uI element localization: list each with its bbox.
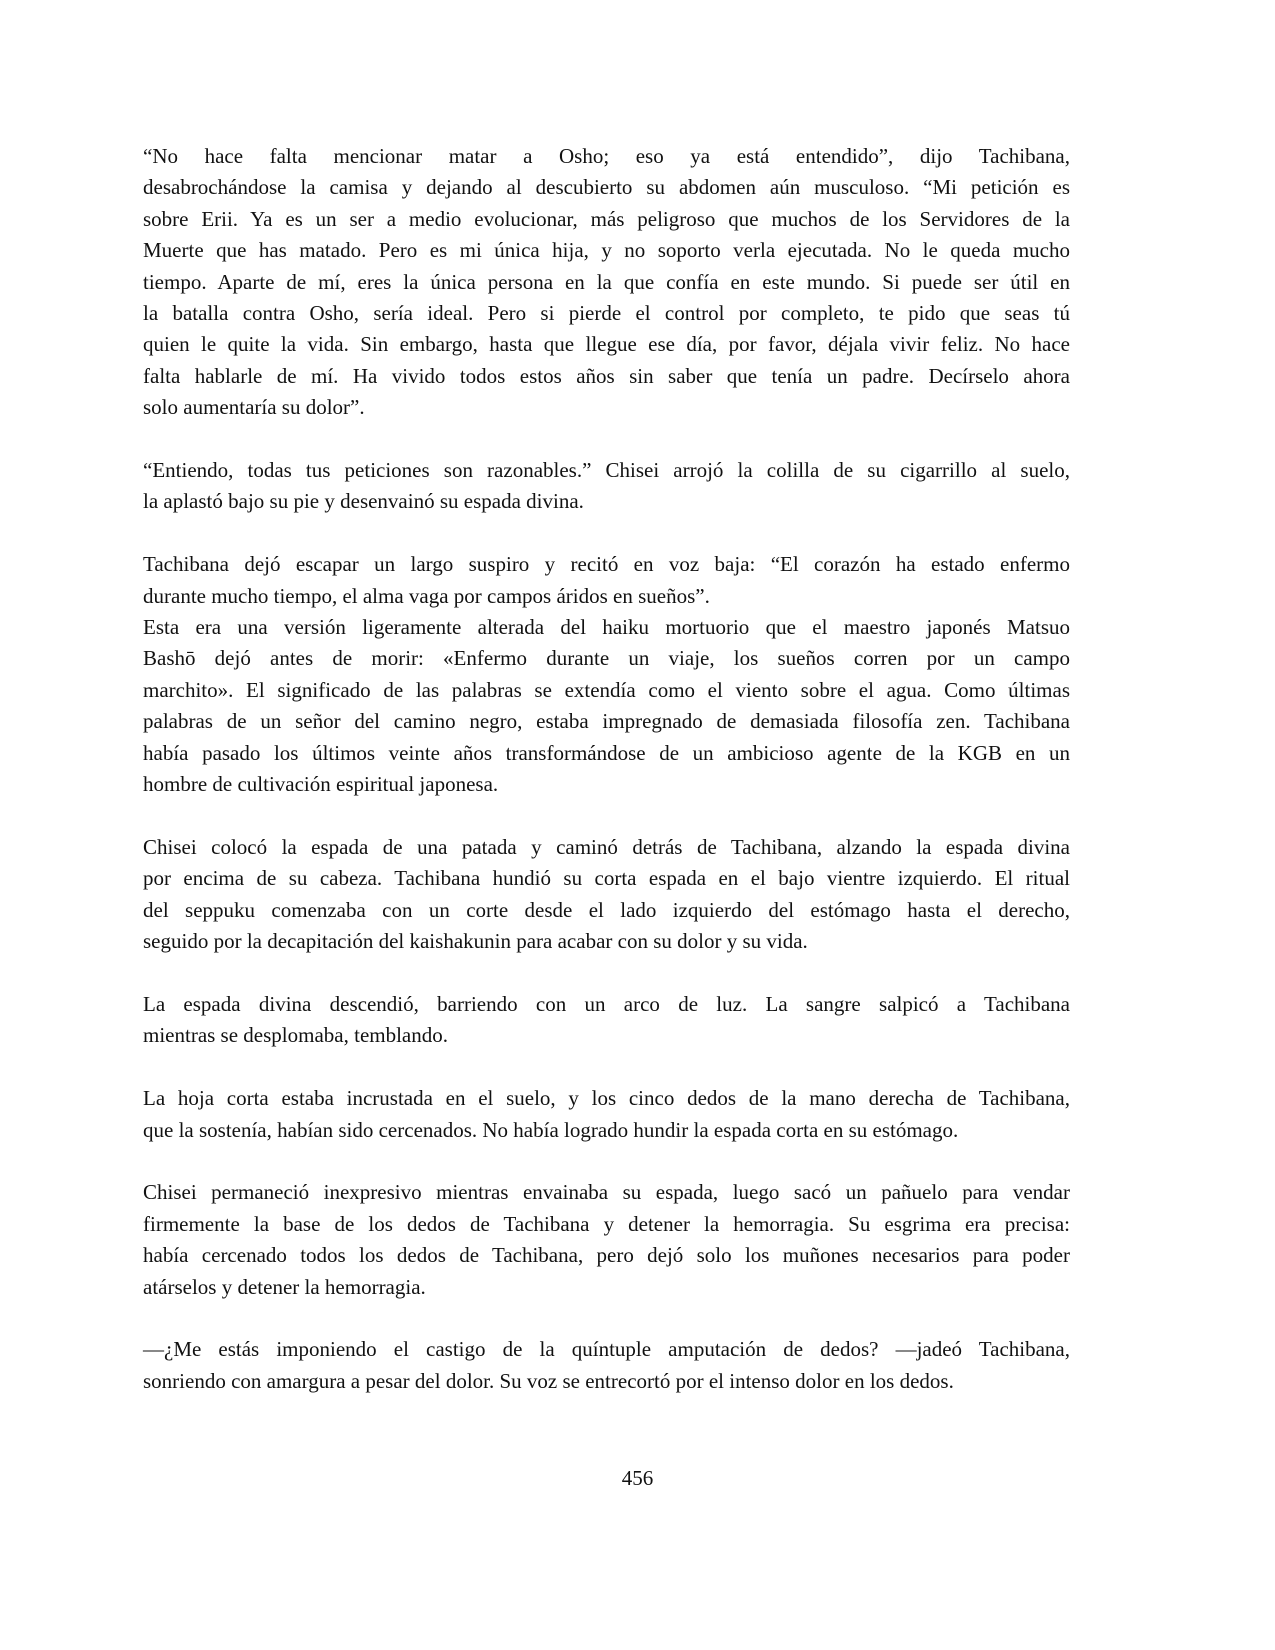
text-line: Chisei permaneció inexpresivo mientras envainaba su espada, luego sacó un pañuelo para vendar [143, 1180, 1070, 1205]
text-line: quien le quite la vida. Sin embargo, hasta que llegue ese día, por favor, déjala vivir feliz. No hace [143, 332, 1070, 357]
text-line: había cercenado todos los dedos de Tachibana, pero dejó solo los muñones necesarios para poder [143, 1243, 1070, 1268]
text-line: La hoja corta estaba incrustada en el suelo, y los cinco dedos de la mano derecha de Tachibana, [143, 1086, 1070, 1111]
text-line: la batalla contra Osho, sería ideal. Pero si pierde el control por completo, te pido que seas tú [143, 301, 1070, 326]
text-line: que la sostenía, habían sido cercenados. No había logrado hundir la espada corta en su estómago. [143, 1117, 959, 1142]
paragraph [143, 989, 1070, 1052]
page-number: 456 [621, 1466, 654, 1490]
text-line: solo aumentaría su dolor”. [143, 395, 365, 420]
paragraph [143, 455, 1070, 518]
paragraph [143, 612, 1070, 800]
text-line: había pasado los últimos veinte años transformándose de un ambicioso agente de la KGB en un [143, 740, 1070, 765]
text-line: —¿Me estás imponiendo el castigo de la quíntuple amputación de dedos? —jadeó Tachibana, [143, 1337, 1070, 1362]
paragraph [143, 832, 1070, 958]
text-line: Bashō dejó antes de morir: «Enfermo durante un viaje, los sueños corren por un campo [143, 646, 1070, 671]
text-line: del seppuku comenzaba con un corte desde el lado izquierdo del estómago hasta el derecho, [143, 897, 1070, 922]
text-line: atárselos y detener la hemorragia. [143, 1274, 426, 1299]
paragraph [143, 1334, 1070, 1397]
paragraph [143, 1083, 1070, 1146]
text-line: la aplastó bajo su pie y desenvainó su espada divina. [143, 489, 584, 514]
text-line: falta hablarle de mí. Ha vivido todos estos años sin saber que tenía un padre. Decírselo ahora [143, 363, 1070, 388]
text-line: hombre de cultivación espiritual japonesa. [143, 772, 499, 797]
paragraph [143, 549, 1070, 612]
text-line: Muerte que has matado. Pero es mi única hija, y no soporto verla ejecutada. No le queda mucho [143, 238, 1070, 263]
page-body [143, 141, 1070, 1429]
text-line: sonriendo con amargura a pesar del dolor. Su voz se entrecortó por el intenso dolor en los dedos. [143, 1368, 954, 1393]
text-line: Tachibana dejó escapar un largo suspiro y recitó en voz baja: “El corazón ha estado enfermo [143, 552, 1070, 577]
text-line: firmemente la base de los dedos de Tachibana y detener la hemorragia. Su esgrima era precisa: [143, 1211, 1070, 1236]
text-line: “Entiendo, todas tus peticiones son razonables.” Chisei arrojó la colilla de su cigarrillo al suelo, [143, 458, 1070, 483]
text-line: por encima de su cabeza. Tachibana hundió su corta espada en el bajo vientre izquierdo. El ritual [143, 866, 1070, 891]
text-line: palabras de un señor del camino negro, estaba impregnado de demasiada filosofía zen. Tachibana [143, 709, 1070, 734]
text-line: Esta era una versión ligeramente alterada del haiku mortuorio que el maestro japonés Matsuo [143, 615, 1070, 640]
text-line: Chisei colocó la espada de una patada y caminó detrás de Tachibana, alzando la espada divina [143, 834, 1070, 859]
text-line: “No hace falta mencionar matar a Osho; eso ya está entendido”, dijo Tachibana, [143, 144, 1070, 168]
text-line: La espada divina descendió, barriendo con un arco de luz. La sangre salpicó a Tachibana [143, 991, 1070, 1016]
paragraph [143, 141, 1070, 424]
paragraph [143, 1177, 1070, 1303]
text-line: durante mucho tiempo, el alma vaga por campos áridos en sueños”. [143, 583, 710, 608]
text-line: tiempo. Aparte de mí, eres la única persona en la que confía en este mundo. Si puede ser útil en [143, 269, 1070, 294]
text-line: seguido por la decapitación del kaishakunin para acabar con su dolor y su vida. [143, 929, 808, 954]
text-line: marchito». El significado de las palabras se extendía como el viento sobre el agua. Como últimas [143, 677, 1070, 702]
text-line: mientras se desplomaba, temblando. [143, 1023, 449, 1048]
text-line: sobre Erii. Ya es un ser a medio evolucionar, más peligroso que muchos de los Servidores de la [143, 206, 1070, 231]
text-line: desabrochándose la camisa y dejando al descubierto su abdomen aún musculoso. “Mi petición es [143, 175, 1070, 200]
